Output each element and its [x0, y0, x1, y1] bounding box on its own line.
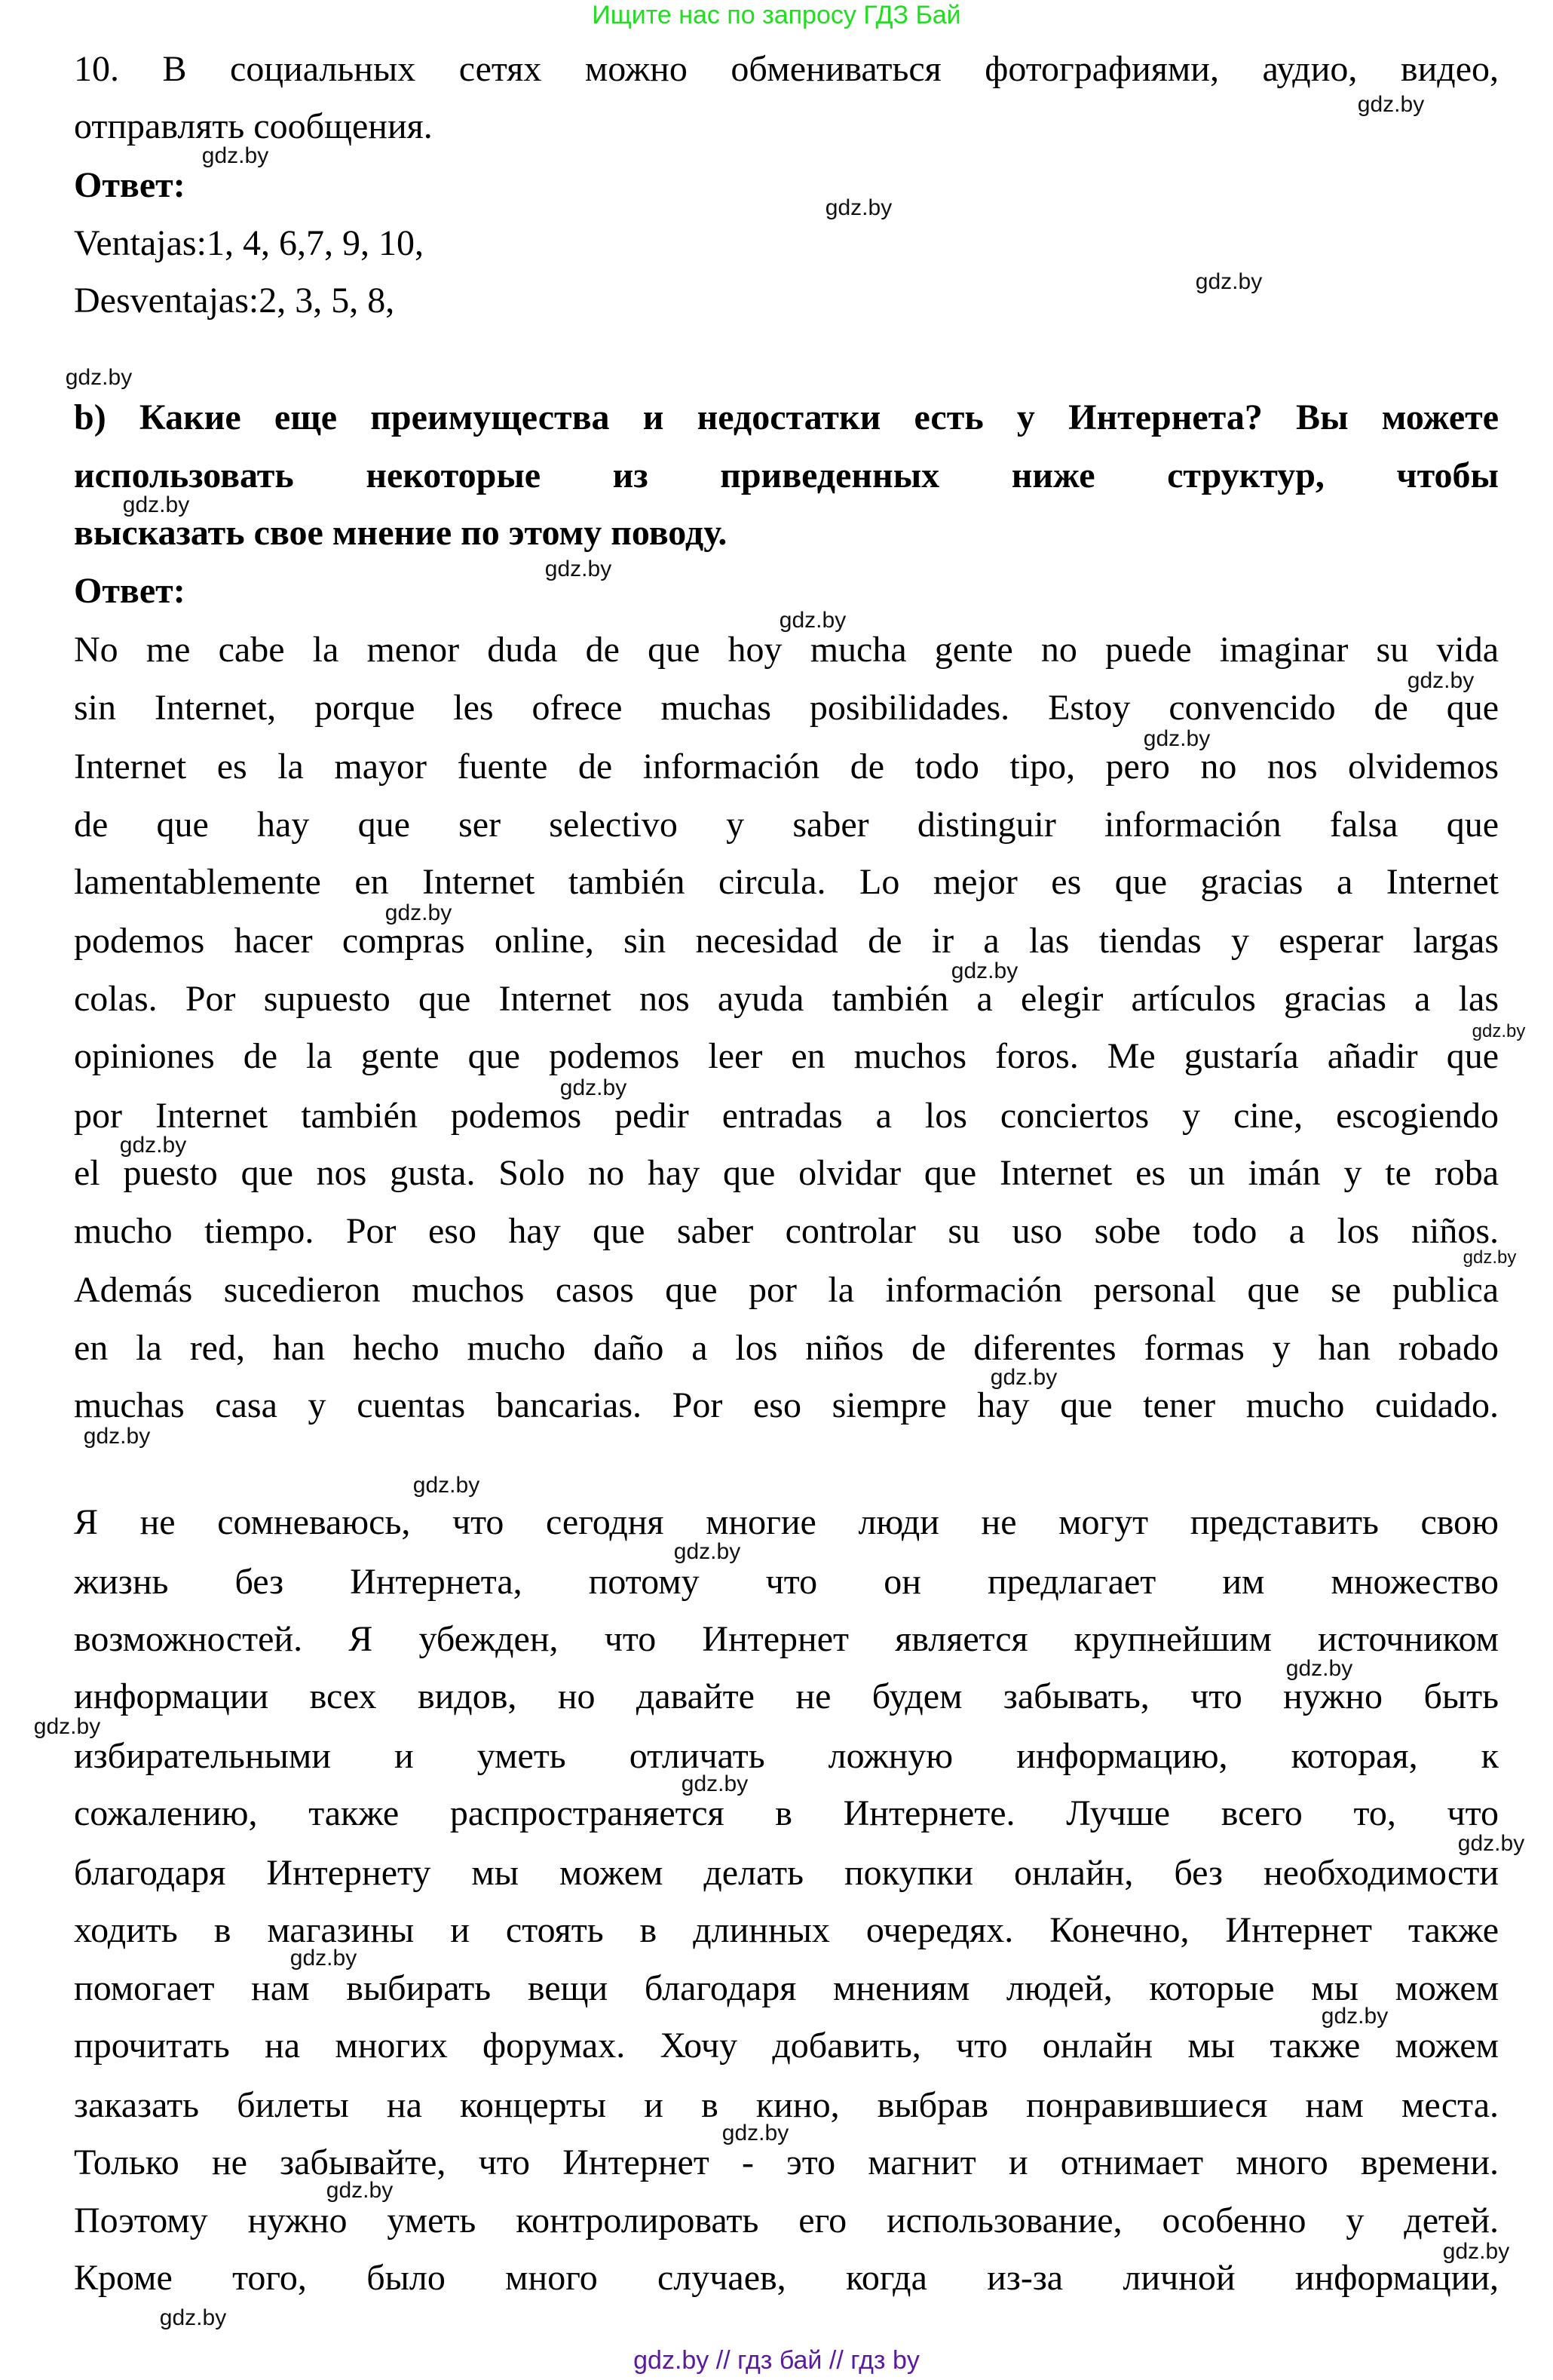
answer-heading: Ответ: [74, 571, 185, 611]
watermark-text: gdz.by [83, 1424, 151, 1449]
task-b-line: высказать свое мнение по этому поводу. [74, 513, 727, 553]
watermark-text: gdz.by [1321, 2004, 1389, 2029]
watermark-text: gdz.by [825, 195, 893, 220]
russian-translation-line: благодаря Интернету мы можем делать покупки онлайн, без необходимости [74, 1853, 1499, 1893]
spanish-answer-line: por Internet también podemos pedir entradas a los conciertos y cine, escogiendo [74, 1096, 1499, 1136]
russian-translation-line: избирательными и уметь отличать ложную информацию, которая, к [74, 1736, 1499, 1776]
watermark-text: gdz.by [1472, 1021, 1526, 1041]
watermark-text: gdz.by [65, 365, 133, 390]
answer-heading: Ответ: [74, 165, 185, 205]
watermark-text: gdz.by [544, 557, 612, 581]
footer-links[interactable]: gdz.by // гдз бай // гдз by [633, 2346, 920, 2375]
watermark-text: gdz.by [779, 608, 847, 633]
watermark-text: gdz.by [1357, 92, 1425, 117]
spanish-answer-line: en la red, han hecho mucho daño a los niños de diferentes formas y han robado [74, 1328, 1499, 1368]
watermark-text: gdz.by [122, 492, 190, 517]
russian-translation-line: возможностей. Я убежден, что Интернет является крупнейшим источником [74, 1619, 1499, 1659]
russian-translation-line: помогает нам выбирать вещи благодаря мнениям людей, которые мы можем [74, 1968, 1499, 2008]
russian-translation-line: Поэтому нужно уметь контролировать его использование, особенно у детей. [74, 2201, 1499, 2240]
task-b-line: использовать некоторые из приведенных ниже структур, чтобы [74, 455, 1499, 495]
russian-translation-line: сожалению, также распространяется в Интернете. Лучше всего то, что [74, 1793, 1499, 1833]
spanish-answer-line: No me cabe la menor duda de que hoy mucha gente no puede imaginar su vida [74, 630, 1499, 670]
spanish-answer-line: Además sucedieron muchos casos que por la información personal que se publica [74, 1270, 1499, 1310]
spanish-answer-line: opiniones de la gente que podemos leer en muchos foros. Me gustaría añadir que [74, 1036, 1499, 1076]
watermark-text: gdz.by [681, 1771, 749, 1796]
watermark-text: gdz.by [673, 1539, 741, 1564]
task-b-line: b) Какие еще преимущества и недостатки есть у Интернета? Вы можете [74, 397, 1499, 437]
search-banner: Ищите нас по запросу ГДЗ Бай [592, 1, 961, 29]
spanish-answer-line: el puesto que nos gusta. Solo no hay que olvidar que Internet es un imán y te roba [74, 1153, 1499, 1193]
watermark-text: gdz.by [1463, 1247, 1517, 1268]
watermark-text: gdz.by [559, 1075, 627, 1100]
watermark-text: gdz.by [1285, 1656, 1353, 1681]
spanish-answer-line: mucho tiempo. Por eso hay que saber controlar su uso sobe todo a los niños. [74, 1211, 1499, 1251]
spanish-answer-line: colas. Por supuesto que Internet nos ayuda también a elegir artículos gracias a las [74, 979, 1499, 1019]
watermark-text: gdz.by [1457, 1831, 1525, 1856]
watermark-text: gdz.by [33, 1714, 101, 1739]
russian-translation-line: ходить в магазины и стоять в длинных очередях. Конечно, Интернет также [74, 1910, 1499, 1950]
watermark-text: gdz.by [384, 900, 452, 925]
spanish-answer-line: podemos hacer compras online, sin necesidad de ir a las tiendas y esperar largas [74, 921, 1499, 961]
russian-translation-line: Только не забывайте, что Интернет - это магнит и отнимает много времени. [74, 2142, 1499, 2182]
russian-translation-line: Кроме того, было много случаев, когда из-за личной информации, [74, 2258, 1499, 2298]
watermark-text: gdz.by [119, 1133, 187, 1158]
watermark-text: gdz.by [159, 2305, 227, 2330]
watermark-text: gdz.by [289, 1946, 357, 1971]
watermark-text: gdz.by [990, 1365, 1058, 1390]
disadvantages-line: Desventajas:2, 3, 5, 8, [74, 281, 395, 321]
spanish-answer-line: muchas casa y cuentas bancarias. Por eso siempre hay que tener mucho cuidado. [74, 1385, 1499, 1425]
watermark-text: gdz.by [1195, 269, 1263, 294]
watermark-text: gdz.by [201, 143, 269, 168]
russian-translation-line: информации всех видов, но давайте не будем забывать, что нужно быть [74, 1676, 1499, 1716]
question-line: 10. В социальных сетях можно обмениваться фотографиями, аудио, видео, [74, 49, 1499, 89]
watermark-text: gdz.by [951, 958, 1018, 983]
spanish-answer-line: sin Internet, porque les ofrece muchas posibilidades. Estoy convencido de que [74, 688, 1499, 728]
advantages-line: Ventajas:1, 4, 6,7, 9, 10, [74, 223, 424, 263]
watermark-text: gdz.by [1407, 668, 1475, 693]
question-line: отправлять сообщения. [74, 106, 433, 146]
russian-translation-line: заказать билеты на концерты и в кино, выбрав понравившиеся нам места. [74, 2085, 1499, 2125]
russian-translation-line: прочитать на многих форумах. Хочу добавить, что онлайн мы также можем [74, 2026, 1499, 2066]
watermark-text: gdz.by [326, 2178, 394, 2203]
spanish-answer-line: de que hay que ser selectivo y saber distinguir información falsa que [74, 805, 1499, 845]
spanish-answer-line: Internet es la mayor fuente de información de todo tipo, pero no nos olvidemos [74, 747, 1499, 787]
watermark-text: gdz.by [1442, 2239, 1510, 2264]
spanish-answer-line: lamentablemente en Internet también circula. Lo mejor es que gracias a Internet [74, 862, 1499, 902]
watermark-text: gdz.by [412, 1473, 480, 1498]
watermark-text: gdz.by [721, 2121, 789, 2145]
russian-translation-line: Я не сомневаюсь, что сегодня многие люди не могут представить свою [74, 1502, 1499, 1542]
watermark-text: gdz.by [1143, 726, 1211, 751]
russian-translation-line: жизнь без Интернета, потому что он предлагает им множество [74, 1562, 1499, 1602]
